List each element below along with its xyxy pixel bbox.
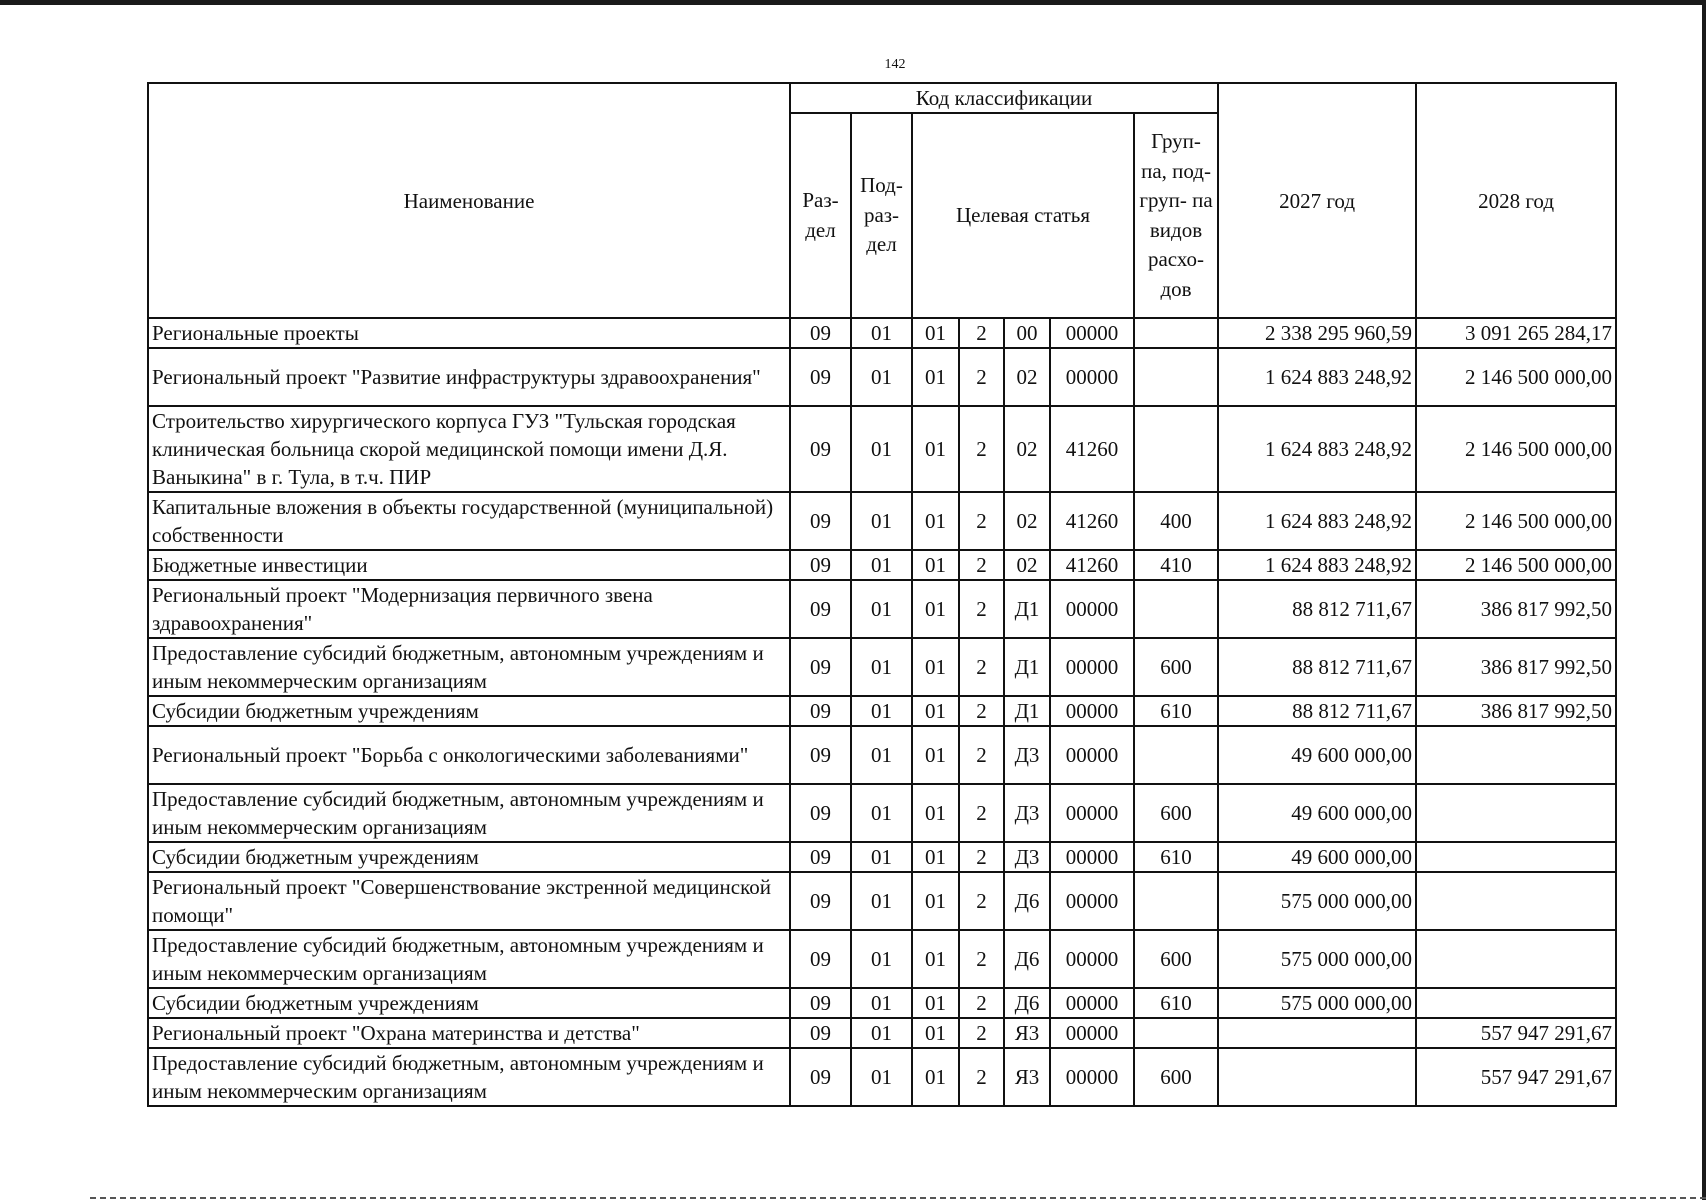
cell-target-program: 01 [912,492,959,550]
cell-target-program: 01 [912,842,959,872]
cell-target-type: 2 [959,348,1004,406]
cell-target-project: 02 [1004,550,1050,580]
cell-name: Субсидии бюджетным учреждениям [148,988,790,1018]
cell-amount-2027: 49 600 000,00 [1218,726,1416,784]
cell-amount-2027: 575 000 000,00 [1218,872,1416,930]
cell-amount-2028: 557 947 291,67 [1416,1018,1616,1048]
cell-section: 09 [790,406,851,492]
cell-amount-2027: 1 624 883 248,92 [1218,348,1416,406]
cell-target-project: Я3 [1004,1018,1050,1048]
cell-expense-group [1134,318,1218,348]
cell-target-type: 2 [959,550,1004,580]
cell-name: Региональные проекты [148,318,790,348]
cell-expense-group: 600 [1134,1048,1218,1106]
page-border-top [0,0,1706,5]
header-year-2027: 2027 год [1218,83,1416,318]
cell-name: Предоставление субсидий бюджетным, автономным учреждениям и иным некоммерческим организациям [148,1048,790,1106]
cell-target-type: 2 [959,406,1004,492]
cell-expense-group: 610 [1134,988,1218,1018]
cell-target-direction: 00000 [1050,638,1134,696]
cell-name: Предоставление субсидий бюджетным, автономным учреждениям и иным некоммерческим организациям [148,930,790,988]
cell-target-project: Д6 [1004,872,1050,930]
cell-target-program: 01 [912,638,959,696]
cell-expense-group [1134,872,1218,930]
cell-section: 09 [790,726,851,784]
cell-subsection: 01 [851,348,912,406]
cell-name: Предоставление субсидий бюджетным, автономным учреждениям и иным некоммерческим организациям [148,638,790,696]
cell-name: Региональный проект "Совершенствование экстренной медицинской помощи" [148,872,790,930]
table-row [148,842,1616,872]
table-row [148,638,1616,696]
cell-expense-group: 400 [1134,492,1218,550]
cell-target-type: 2 [959,1048,1004,1106]
header-target: Целевая статья [912,113,1134,318]
cell-expense-group [1134,1018,1218,1048]
cell-target-program: 01 [912,726,959,784]
header-expense-group: Груп- па, под- груп- па видов расхо- дов [1134,113,1218,318]
page-border-bottom [90,1197,1706,1199]
cell-target-program: 01 [912,988,959,1018]
cell-target-project: Д1 [1004,696,1050,726]
cell-target-type: 2 [959,318,1004,348]
table-row [148,1048,1616,1106]
table-row [148,872,1616,930]
cell-target-type: 2 [959,930,1004,988]
cell-target-type: 2 [959,872,1004,930]
cell-name: Региональный проект "Развитие инфраструктуры здравоохранения" [148,348,790,406]
cell-expense-group: 610 [1134,842,1218,872]
cell-amount-2028: 3 091 265 284,17 [1416,318,1616,348]
table-row [148,1018,1616,1048]
cell-target-program: 01 [912,348,959,406]
cell-target-type: 2 [959,492,1004,550]
cell-target-direction: 00000 [1050,842,1134,872]
cell-target-program: 01 [912,1048,959,1106]
cell-section: 09 [790,784,851,842]
cell-section: 09 [790,696,851,726]
cell-amount-2028 [1416,872,1616,930]
cell-subsection: 01 [851,784,912,842]
cell-subsection: 01 [851,492,912,550]
cell-name: Региональный проект "Борьба с онкологическими заболеваниями" [148,726,790,784]
cell-amount-2027: 49 600 000,00 [1218,842,1416,872]
header-name: Наименование [148,83,790,318]
cell-section: 09 [790,638,851,696]
cell-section: 09 [790,318,851,348]
cell-section: 09 [790,1048,851,1106]
cell-section: 09 [790,1018,851,1048]
cell-subsection: 01 [851,726,912,784]
cell-target-type: 2 [959,638,1004,696]
cell-amount-2028: 2 146 500 000,00 [1416,348,1616,406]
cell-target-project: 02 [1004,348,1050,406]
cell-name: Капитальные вложения в объекты государственной (муниципальной) собственности [148,492,790,550]
cell-amount-2027: 2 338 295 960,59 [1218,318,1416,348]
table-row [148,492,1616,550]
cell-amount-2027 [1218,1048,1416,1106]
cell-name: Региональный проект "Охрана материнства и детства" [148,1018,790,1048]
cell-subsection: 01 [851,696,912,726]
table-row [148,580,1616,638]
cell-amount-2027: 1 624 883 248,92 [1218,550,1416,580]
cell-target-program: 01 [912,872,959,930]
cell-subsection: 01 [851,872,912,930]
cell-target-type: 2 [959,988,1004,1018]
cell-subsection: 01 [851,930,912,988]
cell-target-project: Д1 [1004,638,1050,696]
cell-subsection: 01 [851,406,912,492]
cell-target-type: 2 [959,696,1004,726]
table-row [148,550,1616,580]
cell-amount-2028: 557 947 291,67 [1416,1048,1616,1106]
cell-target-direction: 00000 [1050,696,1134,726]
cell-expense-group: 410 [1134,550,1218,580]
cell-subsection: 01 [851,1018,912,1048]
cell-name: Бюджетные инвестиции [148,550,790,580]
cell-section: 09 [790,550,851,580]
page-number: 142 [884,57,906,72]
cell-subsection: 01 [851,550,912,580]
header-year-2028: 2028 год [1416,83,1616,318]
cell-target-project: Д3 [1004,842,1050,872]
cell-amount-2027: 49 600 000,00 [1218,784,1416,842]
cell-amount-2028: 2 146 500 000,00 [1416,492,1616,550]
cell-amount-2027: 88 812 711,67 [1218,638,1416,696]
cell-amount-2027: 575 000 000,00 [1218,930,1416,988]
cell-target-program: 01 [912,930,959,988]
cell-expense-group: 600 [1134,784,1218,842]
cell-target-program: 01 [912,580,959,638]
table-row [148,784,1616,842]
cell-target-type: 2 [959,1018,1004,1048]
cell-name: Субсидии бюджетным учреждениям [148,696,790,726]
header-subsection: Под- раз- дел [851,113,912,318]
cell-target-project: Д6 [1004,988,1050,1018]
cell-target-direction: 00000 [1050,872,1134,930]
cell-target-direction: 00000 [1050,784,1134,842]
cell-section: 09 [790,930,851,988]
cell-name: Строительство хирургического корпуса ГУЗ "Тульская городская клиническая больница скорой медицинской помощи имени Д.Я. Ваныкина" в г. Тула, в т.ч. ПИР [148,406,790,492]
cell-expense-group: 610 [1134,696,1218,726]
cell-expense-group [1134,406,1218,492]
cell-section: 09 [790,348,851,406]
table-row [148,348,1616,406]
cell-amount-2028: 2 146 500 000,00 [1416,550,1616,580]
cell-target-direction: 41260 [1050,492,1134,550]
cell-amount-2028 [1416,988,1616,1018]
table-row [148,988,1616,1018]
cell-target-direction: 00000 [1050,930,1134,988]
header-section: Раз- дел [790,113,851,318]
cell-target-project: Д6 [1004,930,1050,988]
cell-expense-group [1134,726,1218,784]
cell-section: 09 [790,988,851,1018]
cell-target-project: Д3 [1004,784,1050,842]
table-row [148,406,1616,492]
cell-amount-2027: 575 000 000,00 [1218,988,1416,1018]
cell-amount-2027: 1 624 883 248,92 [1218,492,1416,550]
cell-target-direction: 00000 [1050,580,1134,638]
cell-amount-2027: 88 812 711,67 [1218,580,1416,638]
table-row [148,930,1616,988]
cell-section: 09 [790,842,851,872]
cell-target-direction: 00000 [1050,988,1134,1018]
cell-target-program: 01 [912,406,959,492]
cell-name: Субсидии бюджетным учреждениям [148,842,790,872]
cell-target-project: 02 [1004,406,1050,492]
cell-target-project: Д1 [1004,580,1050,638]
cell-target-program: 01 [912,696,959,726]
cell-amount-2028 [1416,842,1616,872]
cell-subsection: 01 [851,842,912,872]
cell-target-direction: 41260 [1050,406,1134,492]
table-body [148,318,1616,1106]
cell-amount-2028: 386 817 992,50 [1416,580,1616,638]
table-row [148,318,1616,348]
cell-expense-group [1134,348,1218,406]
cell-target-direction: 00000 [1050,1018,1134,1048]
cell-name: Региональный проект "Модернизация первичного звена здравоохранения" [148,580,790,638]
cell-subsection: 01 [851,318,912,348]
cell-target-type: 2 [959,580,1004,638]
cell-target-program: 01 [912,1018,959,1048]
table-row [148,696,1616,726]
cell-name: Предоставление субсидий бюджетным, автономным учреждениям и иным некоммерческим организациям [148,784,790,842]
table-header [148,83,1616,318]
budget-table [147,82,1617,1107]
cell-target-type: 2 [959,842,1004,872]
table-row [148,726,1616,784]
cell-expense-group: 600 [1134,930,1218,988]
cell-target-direction: 41260 [1050,550,1134,580]
cell-section: 09 [790,492,851,550]
cell-expense-group: 600 [1134,638,1218,696]
cell-subsection: 01 [851,638,912,696]
cell-target-direction: 00000 [1050,318,1134,348]
cell-subsection: 01 [851,988,912,1018]
cell-amount-2027 [1218,1018,1416,1048]
cell-target-type: 2 [959,726,1004,784]
cell-section: 09 [790,580,851,638]
cell-target-project: 00 [1004,318,1050,348]
cell-target-direction: 00000 [1050,348,1134,406]
cell-target-type: 2 [959,784,1004,842]
cell-amount-2027: 1 624 883 248,92 [1218,406,1416,492]
cell-target-project: 02 [1004,492,1050,550]
header-classification: Код классификации [790,83,1218,113]
cell-amount-2028 [1416,930,1616,988]
cell-target-direction: 00000 [1050,1048,1134,1106]
cell-target-program: 01 [912,318,959,348]
cell-amount-2028: 386 817 992,50 [1416,696,1616,726]
cell-target-project: Я3 [1004,1048,1050,1106]
cell-amount-2027: 88 812 711,67 [1218,696,1416,726]
cell-amount-2028 [1416,726,1616,784]
cell-subsection: 01 [851,1048,912,1106]
cell-amount-2028: 2 146 500 000,00 [1416,406,1616,492]
cell-target-direction: 00000 [1050,726,1134,784]
cell-target-program: 01 [912,550,959,580]
cell-amount-2028: 386 817 992,50 [1416,638,1616,696]
cell-section: 09 [790,872,851,930]
cell-subsection: 01 [851,580,912,638]
cell-expense-group [1134,580,1218,638]
page-border-right [1702,0,1706,1200]
cell-target-program: 01 [912,784,959,842]
cell-target-project: Д3 [1004,726,1050,784]
cell-amount-2028 [1416,784,1616,842]
